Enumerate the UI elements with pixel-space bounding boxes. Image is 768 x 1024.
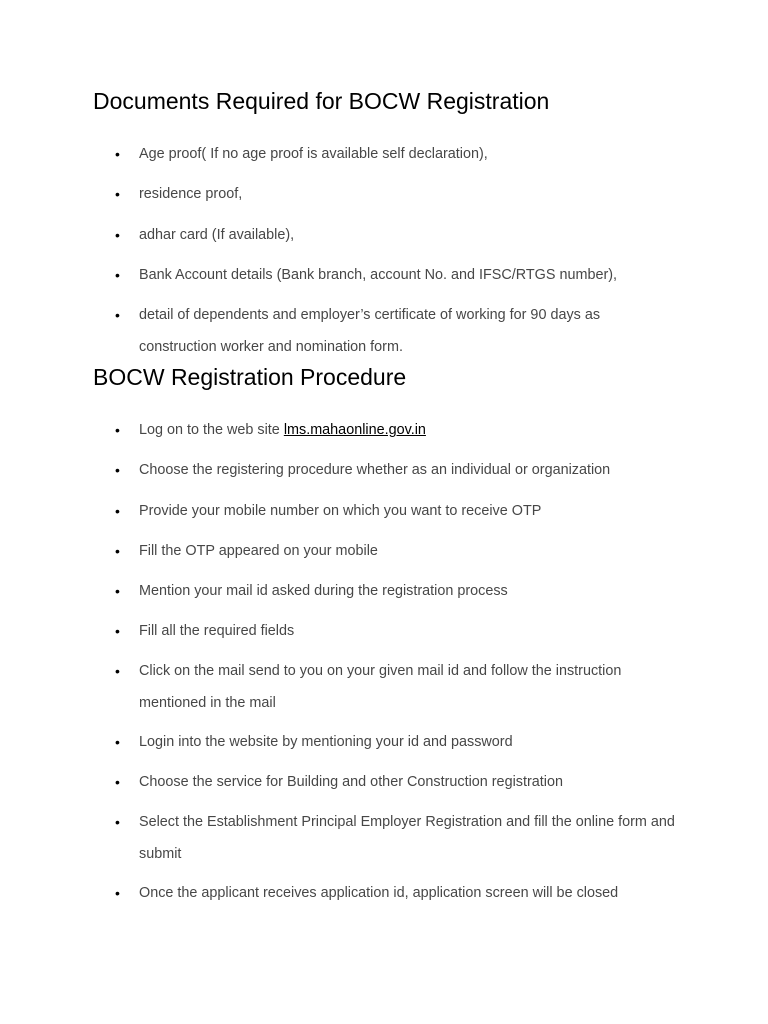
list-item <box>115 178 675 210</box>
bullet-icon: • <box>115 146 120 162</box>
list-item <box>115 299 663 363</box>
bullet-icon: • <box>115 663 120 679</box>
list-item-text: Login into the website by mentioning your id and password <box>139 734 513 750</box>
bullet-icon: • <box>115 227 120 243</box>
list-item <box>115 138 675 170</box>
bullet-icon: • <box>115 543 120 559</box>
website-link[interactable]: lms.mahaonline.gov.in <box>283 422 426 438</box>
list-item <box>115 615 675 647</box>
list-item-text: adhar card (If available), <box>139 227 295 243</box>
bullet-icon: • <box>115 774 120 790</box>
bullet-icon: • <box>115 422 120 438</box>
list-item-text: Provide your mobile number on which you want to receive OTP <box>139 503 542 519</box>
list-item <box>115 414 675 446</box>
list-item-text: detail of dependents and employer’s certificate of working for 90 days as construction worker and nomination form. <box>139 307 601 355</box>
list-item <box>115 655 685 719</box>
list-item-text: residence proof, <box>139 186 243 202</box>
bullet-icon: • <box>115 503 120 519</box>
list-item-text: Choose the service for Building and other Construction registration <box>139 774 563 790</box>
list-item-text: Bank Account details (Bank branch, account No. and IFSC/RTGS number), <box>139 267 618 283</box>
bullet-icon: • <box>115 814 120 830</box>
list-item-text: Select the Establishment Principal Employer Registration and fill the online form and submit <box>139 814 675 862</box>
list-item-text: Fill all the required fields <box>139 623 295 639</box>
list-item <box>115 219 675 251</box>
bullet-icon: • <box>115 734 120 750</box>
bullet-icon: • <box>115 307 120 323</box>
bullet-icon: • <box>115 885 120 901</box>
list-item-prefix: Log on to the web site <box>139 422 284 438</box>
documents-heading: Documents Required for BOCW Registration <box>93 88 550 114</box>
list-item-text <box>115 414 675 446</box>
list-item <box>115 877 675 909</box>
bullet-icon: • <box>115 623 120 639</box>
bullet-icon: • <box>115 267 120 283</box>
bullet-icon: • <box>115 186 120 202</box>
list-item <box>115 766 675 798</box>
procedure-heading: BOCW Registration Procedure <box>93 364 407 390</box>
bullet-icon: • <box>115 583 120 599</box>
list-item-text: Age proof( If no age proof is available self declaration), <box>139 146 488 162</box>
list-item-text: Mention your mail id asked during the registration process <box>139 583 508 599</box>
bullet-icon: • <box>115 462 120 478</box>
list-item <box>115 726 675 758</box>
list-item <box>115 806 675 870</box>
list-item-text: Choose the registering procedure whether as an individual or organization <box>139 462 611 478</box>
list-item <box>115 259 675 291</box>
list-item-text: Click on the mail send to you on your given mail id and follow the instruction mentioned in the mail <box>139 663 622 711</box>
list-item-text: Fill the OTP appeared on your mobile <box>139 543 378 559</box>
list-item <box>115 454 675 486</box>
list-item-text: Once the applicant receives application id, application screen will be closed <box>139 885 619 901</box>
list-item <box>115 495 675 527</box>
list-item <box>115 535 675 567</box>
list-item <box>115 575 675 607</box>
